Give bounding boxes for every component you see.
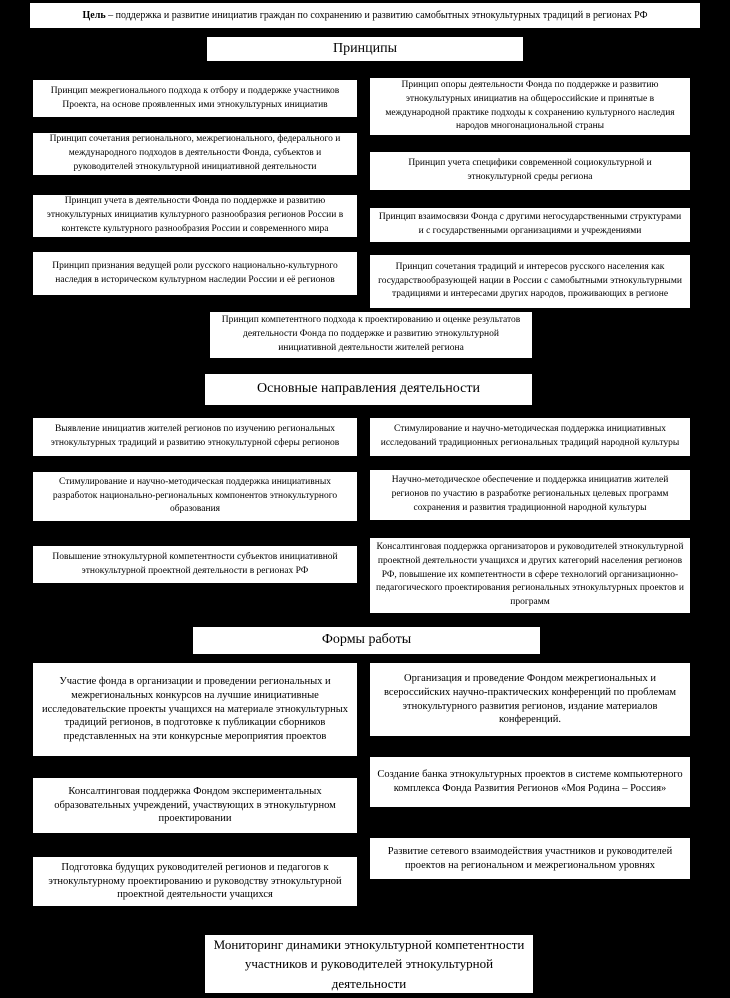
principle-box-left-2: Принцип сочетания регионального, межрегионального, федерального и международного подходов в деятельности Фонда, субъектов и руководителей этнокультурной инициативной деятельности [33,133,357,175]
goal-rest: – поддержка и развитие инициатив граждан по сохранению и развитию самобытных этнокультурных традиций в регионах РФ [105,9,648,21]
direction-box-right-3: Консалтинговая поддержка организаторов и руководителей этнокультурной проектной деятельности учащихся и других категорий населения регионов РФ, повышение их компетентности в сфере технологий организационно-педагогического проектирования региональных этнокультурных проектов и программ [370,538,690,613]
form-box-left-2: Консалтинговая поддержка Фондом экспериментальных образовательных учреждений, участвующих в этнокультурном проектировании [33,778,357,833]
form-box-right-1: Организация и проведение Фондом межрегиональных и всероссийских научно-практических конференций по проблемам этнокультурного развития регионов, издание материалов конференций. [370,663,690,736]
directions-header: Основные направления деятельности [205,374,532,405]
goal-text [83,10,648,22]
principle-box-center: Принцип компетентного подхода к проектированию и оценке результатов деятельности Фонда по поддержке и развитию этнокультурной инициативной деятельности жителей региона [210,312,532,358]
form-box-left-3: Подготовка будущих руководителей регионов и педагогов к этнокультурному проектированию и руководству этнокультурной проектной деятельности учащихся [33,857,357,906]
form-box-right-2: Создание банка этнокультурных проектов в системе компьютерного комплекса Фонда Развития Регионов «Моя Родина – Россия» [370,757,690,807]
direction-box-left-2: Стимулирование и научно-методическая поддержка инициативных разработок национально-региональных компонентов этнокультурного образования [33,472,357,521]
monitoring-box: Мониторинг динамики этнокультурной компетентности участников и руководителей этнокультурной деятельности [205,935,533,993]
principle-box-left-1: Принцип межрегионального подхода к отбору и поддержке участников Проекта, на основе проявленных ими этнокультурных инициатив [33,80,357,117]
direction-box-left-3: Повышение этнокультурной компетентности субъектов инициативной этнокультурной проектной деятельности в регионах РФ [33,546,357,583]
goal-label: Цель [82,9,106,21]
principle-box-right-4: Принцип сочетания традиций и интересов русского населения как государствообразующей нации в России с самобытными этнокультурными традициями и интересами других народов, проживающих в регионе [370,255,690,308]
direction-box-right-1: Стимулирование и научно-методическая поддержка инициативных исследований традиционных региональных традиций народной культуры [370,418,690,456]
principle-box-left-4: Принцип признания ведущей роли русского национально-культурного наследия в историческом культурном наследии России и её регионов [33,252,357,295]
principle-box-right-3: Принцип взаимосвязи Фонда с другими негосударственными структурами и с государственными организациями и учреждениями [370,208,690,242]
form-box-right-3: Развитие сетевого взаимодействия участников и руководителей проектов на региональном и межрегиональном уровнях [370,838,690,879]
principle-box-right-2: Принцип учета специфики современной социокультурной и этнокультурной среды региона [370,152,690,190]
goal-box [30,3,700,28]
principle-box-right-1: Принцип опоры деятельности Фонда по поддержке и развитию этнокультурных инициатив на общероссийские и принятые в международной практике подходы к сохранению культурного наследия народов многонациональной страны [370,78,690,135]
forms-header: Формы работы [193,627,540,654]
principles-header: Принципы [207,37,523,61]
direction-box-right-2: Научно-методическое обеспечение и поддержка инициатив жителей регионов по участию в разработке региональных целевых программ сохранения и развития традиционной народной культуры [370,470,690,520]
principle-box-left-3: Принцип учета в деятельности Фонда по поддержке и развитию этнокультурных инициатив культурного разнообразия регионов России в контексте культурного разнообразия России и современного мира [33,195,357,237]
form-box-left-1: Участие фонда в организации и проведении региональных и межрегиональных конкурсов на лучшие инициативные исследовательские проекты учащихся на материале этнокультурных традиций регионов, в подготовке к публикации сборников представленных на эти конкурсные мероприятия проектов [33,663,357,756]
direction-box-left-1: Выявление инициатив жителей регионов по изучению региональных этнокультурных традиций и развитию этнокультурной сферы регионов [33,418,357,456]
